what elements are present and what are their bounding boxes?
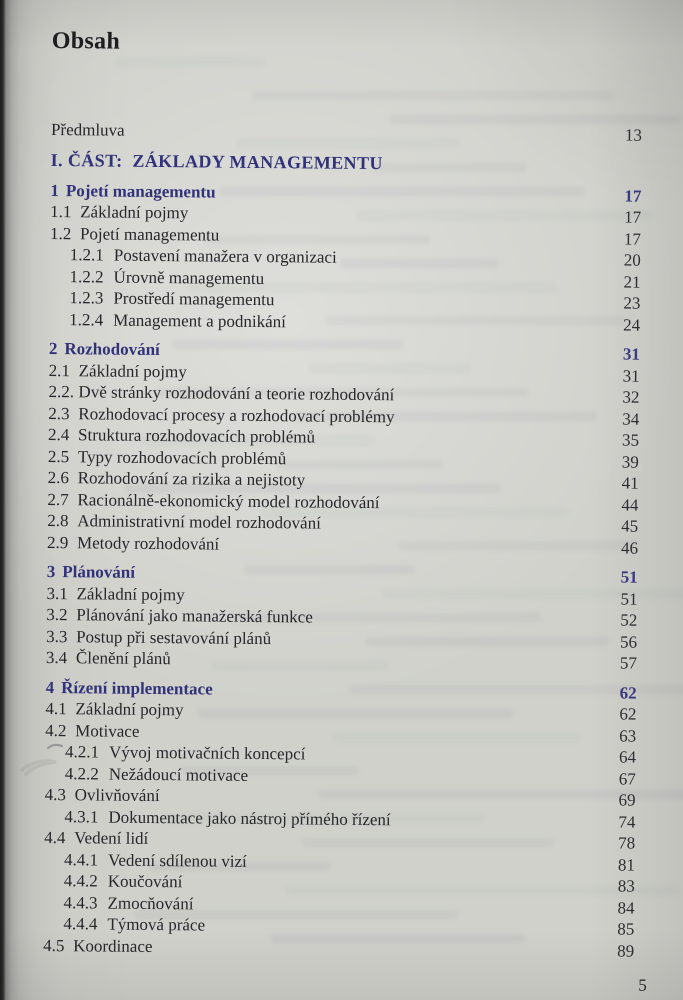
toc-entry-page: 69 (618, 790, 636, 810)
toc-entry-title: Management a podnikání (113, 310, 287, 331)
chapter-block (49, 179, 641, 335)
toc-entry-page: 62 (619, 704, 637, 724)
toc-entry-title: Vedení sdílenou vizí (107, 850, 247, 871)
chapter-block (43, 676, 637, 961)
toc-entry-number: 2.1 (48, 360, 71, 380)
toc-entry-title: Struktura rozhodovacích problémů (77, 425, 316, 447)
toc-entry-number: 1 (50, 180, 60, 200)
toc-entry-title: Řízení implementace (61, 677, 213, 699)
toc-entry-title: Racionálně-ekonomický model rozhodování (77, 489, 380, 512)
toc-entry-number: 4.4.4 (63, 914, 98, 934)
toc-entry-title: Vývoj motivačních koncepcí (108, 742, 306, 764)
toc-entry-page: 31 (622, 344, 640, 364)
toc-entry-title: Základní pojmy (76, 583, 185, 604)
toc-entry-page: 56 (620, 631, 638, 652)
toc-entry-page: 74 (618, 811, 636, 832)
book-spine-shadow (0, 0, 34, 1000)
toc-entry-page: 17 (624, 207, 642, 227)
toc-entry-number: 3.2 (46, 604, 68, 625)
toc-entry-number: 1.1 (50, 201, 72, 222)
toc-entry-number: 1.2.3 (69, 288, 104, 308)
toc-entry-title: Plánování (62, 562, 136, 582)
toc-entry-title: Postup při sestavování plánů (76, 626, 272, 648)
toc-entry-title: Postavení manažera v organizaci (113, 245, 337, 267)
toc-entry-number: 2.6 (47, 467, 70, 488)
toc-entry-page: 57 (619, 653, 638, 673)
toc-entry-page: 32 (622, 387, 640, 407)
toc-entry-page: 64 (618, 747, 637, 767)
toc-entry-number: 2.4 (47, 424, 70, 445)
toc-entry-number: 2.2. (48, 381, 75, 402)
toc-entry-number: 4.4 (44, 827, 66, 848)
toc-entry-title: Pojetí managementu (79, 223, 220, 245)
toc-entry-page: 81 (617, 854, 636, 875)
toc-entry-page: 35 (621, 430, 640, 450)
toc-entry-page: 21 (623, 271, 641, 292)
toc-entry-number: 1.2.1 (69, 245, 104, 265)
toc-entry-number: 3.1 (46, 583, 68, 603)
toc-entry-page: 31 (622, 365, 640, 386)
part-heading: I. ČÁST: ZÁKLADY MANAGEMENTU (50, 149, 383, 173)
toc-entry (47, 531, 638, 558)
toc-entry-number: 3 (46, 561, 56, 582)
toc-entry-number: 4.5 (43, 935, 65, 955)
toc-entry-number: 4 (45, 677, 55, 697)
toc-entry-title: Zmocňování (107, 893, 194, 913)
toc-entry-number: 4.2.1 (64, 742, 100, 762)
toc-entry-page: 39 (621, 451, 639, 472)
toc-entry-title: Členění plánů (75, 648, 171, 669)
toc-entry-number: 4.1 (45, 698, 67, 719)
toc-entry-page: 89 (617, 940, 635, 961)
toc-entry-page: 34 (622, 408, 640, 429)
toc-entry-page: 83 (617, 876, 635, 896)
chapter-block (46, 561, 638, 674)
toc-entry-title: Typy rozhodovacích problémů (77, 446, 287, 468)
toc-entry-page: 46 (620, 537, 639, 558)
toc-entry-page: 20 (623, 250, 641, 270)
toc-entry-page: 51 (620, 588, 638, 609)
toc-entry-front (51, 119, 642, 146)
toc-entry-title: Rozhodovací procesy a rozhodovací problémy (78, 403, 395, 426)
toc-entry-title: Plánování jako manažerská funkce (76, 605, 313, 627)
toc-entry-number: 2.3 (48, 403, 70, 423)
toc-chapters (43, 179, 641, 961)
page-number-folio: 5 (638, 975, 647, 995)
toc-entry-page: 17 (624, 186, 642, 206)
toc-entry-title: Základní pojmy (75, 699, 184, 720)
toc-entry-page: 52 (620, 610, 638, 630)
toc-entry-page: 85 (617, 919, 635, 939)
toc-entry-number: 3.3 (46, 626, 68, 646)
toc-entry-number: 4.3.1 (64, 806, 99, 826)
toc-entry-title: Dvě stránky rozhodování a teorie rozhodování (78, 382, 395, 405)
toc-entry-title: Nežádoucí motivace (108, 764, 249, 785)
toc-entry-page: 23 (623, 293, 641, 313)
toc-entry-page: 78 (618, 833, 636, 853)
toc-entry-page: 51 (620, 567, 638, 587)
toc-entry-title: Koordinace (73, 935, 153, 956)
toc-entry-page: 84 (617, 897, 635, 918)
toc-entry-title: Ovlivňování (74, 785, 160, 806)
toc-entry-title: Týmová práce (107, 914, 206, 935)
toc-entry-title: Předmluva (50, 119, 125, 140)
toc-entry-number: 3.4 (45, 647, 68, 668)
toc-entry-page: 17 (623, 229, 642, 249)
toc-entry-title: Základní pojmy (78, 360, 187, 381)
toc-entry-number: 1.2 (49, 223, 72, 243)
toc-entry-number: 4.2.2 (64, 763, 99, 783)
toc-entry (46, 647, 637, 674)
toc-entry-title: Koučování (107, 871, 183, 892)
toc-entry-page: 13 (624, 125, 643, 145)
chapter-block (47, 338, 640, 559)
toc-entry-title: Prostředí managementu (113, 288, 275, 310)
toc-entry-title: Dokumentace jako nástroj přímého řízení (108, 807, 391, 829)
toc-entry-page: 45 (621, 516, 639, 536)
toc-entry-page: 24 (623, 314, 641, 335)
toc-entry-number: 2.7 (47, 489, 69, 509)
toc-entry-number: 4.2 (45, 720, 67, 740)
toc-entry-title: Metody rozhodování (76, 532, 220, 554)
toc-entry-page: 62 (619, 682, 637, 703)
toc-entry-title: Pojetí managementu (65, 180, 216, 202)
toc-entry-number: 2.9 (46, 532, 69, 552)
toc-entry-number: 2.8 (47, 510, 69, 531)
toc-front-matter (51, 119, 642, 146)
toc-entry-title: Rozhodování (64, 339, 160, 360)
toc-content (43, 26, 647, 996)
toc-entry-number: 2.5 (47, 446, 70, 466)
toc-entry-title: Administrativní model rozhodování (77, 511, 321, 533)
toc-entry-title: Vedení lidí (74, 828, 149, 848)
toc-entry-title: Rozhodování za rizika a nejistoty (77, 468, 306, 490)
toc-entry (43, 934, 634, 961)
toc-entry-number: 4.3 (44, 784, 66, 805)
page-title: Obsah (51, 27, 121, 55)
toc-entry-number: 2 (48, 338, 58, 359)
toc-entry (49, 308, 640, 335)
toc-entry-number: 4.4.1 (63, 849, 99, 869)
toc-entry-page: 67 (618, 768, 636, 789)
toc-entry-number: 4.4.2 (63, 871, 98, 891)
toc-entry-page: 41 (621, 473, 639, 493)
toc-entry-title: Základní pojmy (80, 202, 189, 223)
toc-entry-title: Motivace (75, 720, 140, 741)
toc-entry-number: 1.2.4 (69, 309, 104, 330)
toc-entry-page: 63 (619, 725, 637, 746)
toc-entry-page: 44 (621, 494, 639, 515)
toc-entry-number: 1.2.2 (69, 266, 104, 287)
toc-entry-number: 4.4.3 (63, 892, 98, 912)
toc-entry-title: Úrovně managementu (113, 267, 265, 288)
